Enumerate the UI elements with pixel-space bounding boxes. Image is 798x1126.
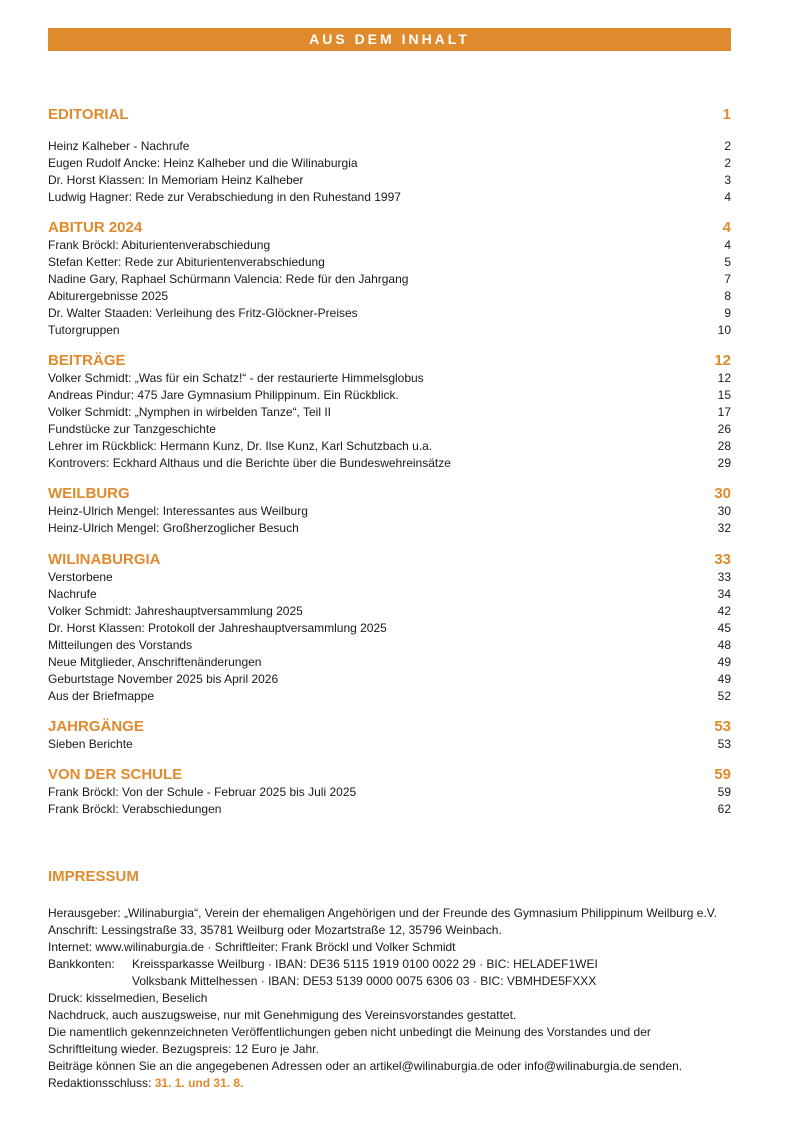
- entry-page: 15: [717, 388, 731, 402]
- header-title: AUS DEM INHALT: [309, 31, 470, 47]
- entry-page: 2: [724, 139, 731, 153]
- entry-page: 8: [724, 289, 731, 303]
- entry-page: 28: [717, 439, 731, 453]
- section-page: 1: [722, 106, 731, 123]
- toc-entry: [48, 455, 731, 472]
- toc-entry: [48, 370, 731, 387]
- toc-entry: [48, 784, 731, 801]
- entry-title: Tutorgruppen: [48, 323, 120, 337]
- toc-entry: [48, 569, 731, 586]
- section-page: 53: [714, 718, 731, 735]
- entry-title: Nadine Gary, Raphael Schürmann Valencia: Rede für den Jahrgang: [48, 272, 409, 286]
- entry-page: 49: [717, 672, 731, 686]
- entry-title: Heinz-Ulrich Mengel: Großherzoglicher Besuch: [48, 521, 299, 535]
- impressum-opinion-2: Schriftleitung wieder. Bezugspreis: 12 Euro je Jahr.: [48, 1042, 319, 1056]
- impressum-block: [48, 905, 748, 1092]
- entry-page: 53: [717, 737, 731, 751]
- toc-entry: [48, 138, 731, 155]
- section-page: 59: [714, 766, 731, 783]
- entry-title: Geburtstage November 2025 bis April 2026: [48, 672, 279, 686]
- section-title: BEITRÄGE: [48, 352, 126, 369]
- impressum-reprint: Nachdruck, auch auszugsweise, nur mit Genehmigung des Vereinsvorstandes gestattet.: [48, 1008, 517, 1022]
- entry-title: Volker Schmidt: „Nymphen in wirbelden Tanze“, Teil II: [48, 405, 332, 419]
- toc-section: [48, 766, 731, 818]
- entry-page: 12: [717, 371, 731, 385]
- entry-page: 4: [724, 238, 731, 252]
- impressum-contributions: Beiträge können Sie an die angegebenen Adressen oder an artikel@wilinaburgia.de oder info@wilinaburgia.de senden.: [48, 1059, 683, 1073]
- entry-page: 9: [724, 306, 731, 320]
- entry-title: Frank Bröckl: Abiturientenverabschiedung: [48, 238, 271, 252]
- entry-page: 26: [717, 422, 731, 436]
- entry-title: Dr. Horst Klassen: In Memoriam Heinz Kalheber: [48, 173, 304, 187]
- section-heading: [48, 551, 731, 569]
- toc-entry: [48, 254, 731, 271]
- toc-entry: [48, 438, 731, 455]
- entry-title: Andreas Pindur: 475 Jare Gymnasium Philippinum. Ein Rückblick.: [48, 388, 399, 402]
- entry-title: Kontrovers: Eckhard Althaus und die Berichte über die Bundeswehreinsätze: [48, 456, 451, 470]
- entry-page: 10: [717, 323, 731, 337]
- section-page: 30: [714, 485, 731, 502]
- entry-page: 48: [717, 638, 731, 652]
- section-page: 33: [714, 551, 731, 568]
- section-heading: [48, 106, 731, 124]
- toc-entry: [48, 654, 731, 671]
- impressum-deadline: [48, 1075, 748, 1092]
- toc-section: [48, 219, 731, 339]
- section-heading: [48, 219, 731, 237]
- entry-title: Volker Schmidt: „Was für ein Schatz!“ - der restaurierte Himmelsglobus: [48, 371, 424, 385]
- toc-entry: [48, 671, 731, 688]
- impressum-address: Anschrift: Lessingstraße 33, 35781 Weilburg oder Mozartstraße 12, 35796 Weinbach.: [48, 923, 502, 937]
- deadline-label: Redaktionsschluss:: [48, 1076, 152, 1090]
- toc-entry: [48, 305, 731, 322]
- toc-section: [48, 485, 731, 537]
- entry-page: 49: [717, 655, 731, 669]
- toc-entry: [48, 421, 731, 438]
- entry-page: 33: [717, 570, 731, 584]
- entry-title: Ludwig Hagner: Rede zur Verabschiedung in den Ruhestand 1997: [48, 190, 401, 204]
- toc-entry: [48, 688, 731, 705]
- entry-title: Aus der Briefmappe: [48, 689, 155, 703]
- impressum-internet: Internet: www.wilinaburgia.de · Schriftleiter: Frank Bröckl und Volker Schmidt: [48, 940, 456, 954]
- entry-title: Sieben Berichte: [48, 737, 133, 751]
- section-title: WEILBURG: [48, 485, 130, 502]
- entry-title: Dr. Horst Klassen: Protokoll der Jahreshauptversammlung 2025: [48, 621, 387, 635]
- entry-page: 29: [717, 456, 731, 470]
- entry-title: Stefan Ketter: Rede zur Abiturientenverabschiedung: [48, 255, 325, 269]
- entry-title: Heinz Kalheber - Nachrufe: [48, 139, 190, 153]
- toc-entry: [48, 404, 731, 421]
- entry-page: 3: [724, 173, 731, 187]
- entry-page: 62: [717, 802, 731, 816]
- section-page: 4: [722, 219, 731, 236]
- section-heading: [48, 352, 731, 370]
- entry-title: Heinz-Ulrich Mengel: Interessantes aus Weilburg: [48, 504, 308, 518]
- impressum-print: Druck: kisselmedien, Beselich: [48, 991, 208, 1005]
- header-bar: [48, 28, 731, 51]
- section-heading: [48, 766, 731, 784]
- entry-title: Dr. Walter Staaden: Verleihung des Fritz-Glöckner-Preises: [48, 306, 358, 320]
- section-title: ABITUR 2024: [48, 219, 143, 236]
- toc-section: [48, 106, 731, 206]
- entry-page: 42: [717, 604, 731, 618]
- section-heading: [48, 718, 731, 736]
- entry-page: 32: [717, 521, 731, 535]
- entry-title: Nachrufe: [48, 587, 97, 601]
- toc-entry: [48, 155, 731, 172]
- toc-entry: [48, 322, 731, 339]
- toc-entry: [48, 801, 731, 818]
- entry-title: Frank Bröckl: Von der Schule - Februar 2025 bis Juli 2025: [48, 785, 357, 799]
- section-title: WILINABURGIA: [48, 551, 161, 568]
- entry-title: Lehrer im Rückblick: Hermann Kunz, Dr. Ilse Kunz, Karl Schutzbach u.a.: [48, 439, 433, 453]
- bank-label: Bankkonten:: [48, 957, 115, 971]
- entry-page: 17: [717, 405, 731, 419]
- toc-section: [48, 718, 731, 753]
- entry-page: 7: [724, 272, 731, 286]
- toc-section: [48, 352, 731, 472]
- entry-page: 45: [717, 621, 731, 635]
- entry-page: 2: [724, 156, 731, 170]
- toc-entry: [48, 520, 731, 537]
- impressum-bank-2: [48, 973, 748, 990]
- toc-entry: [48, 387, 731, 404]
- section-title: EDITORIAL: [48, 106, 129, 123]
- entry-title: Verstorbene: [48, 570, 113, 584]
- toc-entry: [48, 586, 731, 603]
- impressum-title: IMPRESSUM: [48, 868, 139, 885]
- entry-title: Eugen Rudolf Ancke: Heinz Kalheber und die Wilinaburgia: [48, 156, 358, 170]
- entry-page: 34: [717, 587, 731, 601]
- toc-entry: [48, 620, 731, 637]
- toc-entry: [48, 637, 731, 654]
- impressum-publisher: Herausgeber: „Wilinaburgia“, Verein der ehemaligen Angehörigen und der Freunde des Gymnasium Philippinum Weilburg e.V.: [48, 906, 718, 920]
- deadline-value: 31. 1. und 31. 8.: [154, 1076, 244, 1090]
- toc-entry: [48, 271, 731, 288]
- toc-entry: [48, 603, 731, 620]
- toc-entry: [48, 288, 731, 305]
- entry-title: Volker Schmidt: Jahreshauptversammlung 2025: [48, 604, 303, 618]
- impressum-opinion-1: Die namentlich gekennzeichneten Veröffentlichungen geben nicht unbedingt die Meinung des Vorstandes und der: [48, 1025, 651, 1039]
- entry-page: 59: [717, 785, 731, 799]
- toc-section: [48, 551, 731, 705]
- toc-entry: [48, 189, 731, 206]
- entry-title: Abiturergebnisse 2025: [48, 289, 169, 303]
- entry-title: Fundstücke zur Tanzgeschichte: [48, 422, 216, 436]
- section-page: 12: [714, 352, 731, 369]
- toc-entry: [48, 172, 731, 189]
- toc-entry: [48, 503, 731, 520]
- bank-account-1: Kreissparkasse Weilburg · IBAN: DE36 5115 1919 0100 0022 29 · BIC: HELADEF1WEI: [132, 957, 598, 971]
- impressum-bank-1: [48, 956, 748, 973]
- entry-title: Neue Mitglieder, Anschriftenänderungen: [48, 655, 262, 669]
- entry-page: 5: [724, 255, 731, 269]
- entry-title: Frank Bröckl: Verabschiedungen: [48, 802, 222, 816]
- section-title: JAHRGÄNGE: [48, 718, 144, 735]
- entry-page: 4: [724, 190, 731, 204]
- entry-page: 52: [717, 689, 731, 703]
- toc-entry: [48, 237, 731, 254]
- entry-title: Mitteilungen des Vorstands: [48, 638, 193, 652]
- section-title: VON DER SCHULE: [48, 766, 183, 783]
- bank-account-2: Volksbank Mittelhessen · IBAN: DE53 5139 0000 0075 6306 03 · BIC: VBMHDE5FXXX: [132, 974, 597, 988]
- entry-page: 30: [717, 504, 731, 518]
- section-heading: [48, 485, 731, 503]
- toc-entry: [48, 736, 731, 753]
